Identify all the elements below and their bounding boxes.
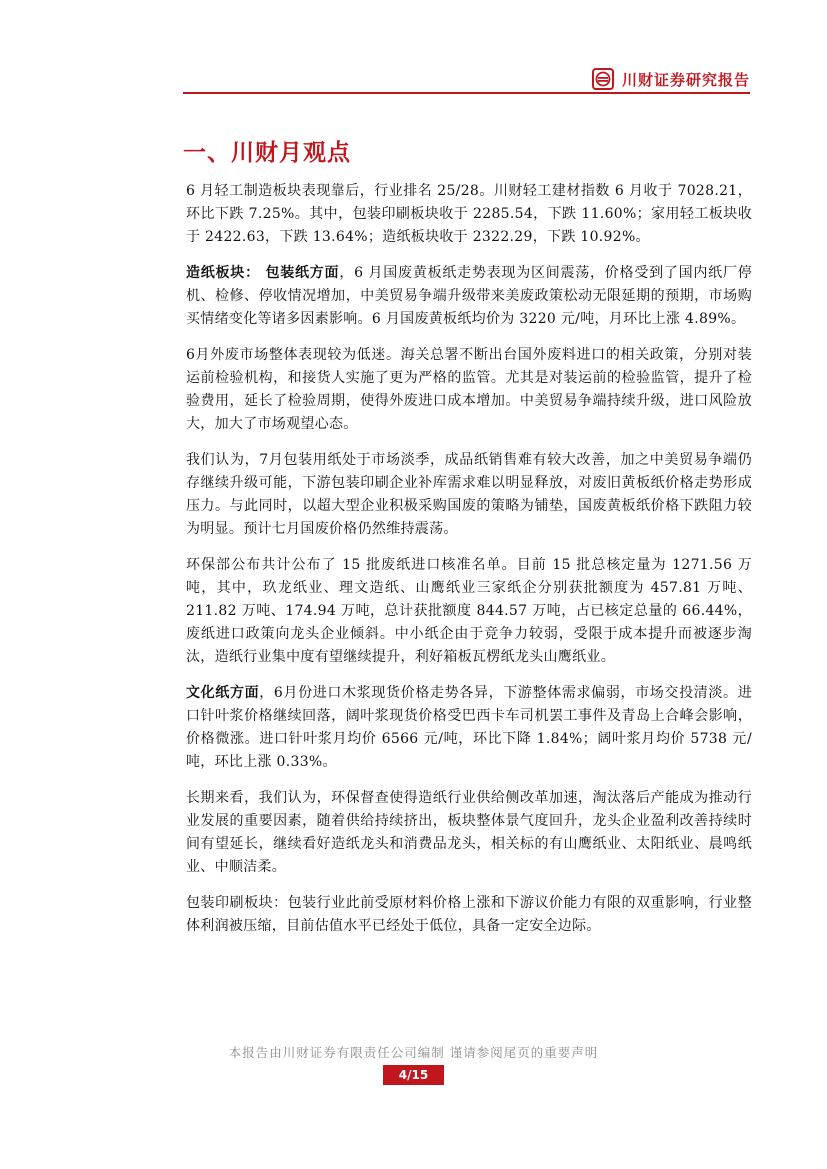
paragraph-market-overview: 6 月轻工制造板块表现靠后，行业排名 25/28。川财轻工建材指数 6 月收于 7028.21，环比下跌 7.25%。其中，包装印刷板块收于 2285.54，下跌 11.60%；家用轻工板块收于 2422.63，下跌 13.64%；造纸板块收于 2322.29，下跌 10.92%。 xyxy=(186,183,752,245)
report-body xyxy=(186,180,752,951)
brand xyxy=(592,68,750,90)
paragraph-long-term: 长期来看，我们认为，环保督查使得造纸行业供给侧改革加速，淘汰落后产能成为推动行业发展的重要因素，随着供给持续挤出，板块整体景气度回升，龙头企业盈利改善持续时间有望延长，继续看好造纸龙头和消费品龙头，相关标的有山鹰纸业、太阳纸业、晨鸣纸业、中顺洁柔。 xyxy=(186,790,752,875)
chuancai-logo-icon xyxy=(592,68,614,90)
paragraph-imported-waste: 6月外废市场整体表现较为低迷。海关总署不断出台国外废料进口的相关政策，分别对装运前检验机构，和接货人实施了更为严格的监管。尤其是对装运前的检验监管，提升了检验费用，延长了检验周期，使得外废进口成本增加。中美贸易争端持续升级，进口风险放大，加大了市场观望心态。 xyxy=(186,347,752,432)
brand-name: 川财证券研究报告 xyxy=(621,70,750,89)
page-number: 4/15 xyxy=(383,1065,444,1085)
paragraph-packaging-paper xyxy=(186,262,752,331)
footer-disclaimer: 本报告由川财证券有限责任公司编制 谨请参阅尾页的重要声明 xyxy=(228,1045,599,1060)
page-header xyxy=(183,60,750,94)
paragraph-import-quota: 环保部公布共计公布了 15 批废纸进口核准名单。目前 15 批总核定量为 1271.56 万吨，其中，玖龙纸业、理文造纸、山鹰纸业三家纸企分别获批额度为 457.81 万吨、211.82 万吨、174.94 万吨，总计获批额度 844.57 万吨，占已核定总量的 66.44%，废纸进口政策向龙头企业倾斜。中小纸企由于竞争力较弱，受限于成本提升而被逐步淘汰，造纸行业集中度有望继续提升，利好箱板瓦楞纸龙头山鹰纸业。 xyxy=(186,557,752,665)
paragraph-lead: 文化纸方面 xyxy=(186,685,260,701)
paragraph-text: ，6 月国废黄板纸走势表现为区间震荡，价格受到了国内纸厂停机、检修、停收情况增加，中美贸易争端升级带来美废政策松动无限延期的预期，市场购买情绪变化等诸多因素影响。6 月国废黄板纸均价为 3220 元/吨，月环比上涨 4.89%。 xyxy=(186,265,752,327)
paragraph-text: ，6月份进口木浆现货价格走势各异，下游整体需求偏弱，市场交投清淡。进口针叶浆价格继续回落，阔叶浆现货价格受巴西卡车司机罢工事件及青岛上合峰会影响，价格微涨。进口针叶浆月均价 6566 元/吨，环比下降 1.84%；阔叶浆月均价 5738 元/吨，环比上涨 0.33%。 xyxy=(186,685,752,770)
paragraph-packaging-printing: 包装印刷板块：包装行业此前受原材料价格上涨和下游议价能力有限的双重影响，行业整体利润被压缩，目前估值水平已经处于低位，具备一定安全边际。 xyxy=(186,895,752,934)
paragraph-outlook: 我们认为，7月包装用纸处于市场淡季，成品纸销售难有较大改善，加之中美贸易争端仍存继续升级可能，下游包装印刷企业补库需求难以明显释放，对废旧黄板纸价格走势形成压力。与此同时，以超大型企业积极采购国废的策略为铺垫，国废黄板纸价格下跌阻力较为明显。预计七月国废价格仍然维持震荡。 xyxy=(186,452,752,537)
header-rule xyxy=(183,92,750,94)
paragraph-lead: 造纸板块： xyxy=(186,265,260,281)
paragraph-cultural-paper xyxy=(186,682,752,774)
section-title: 一、川财月观点 xyxy=(183,140,351,166)
paragraph-subhead: 包装纸方面 xyxy=(259,265,340,281)
